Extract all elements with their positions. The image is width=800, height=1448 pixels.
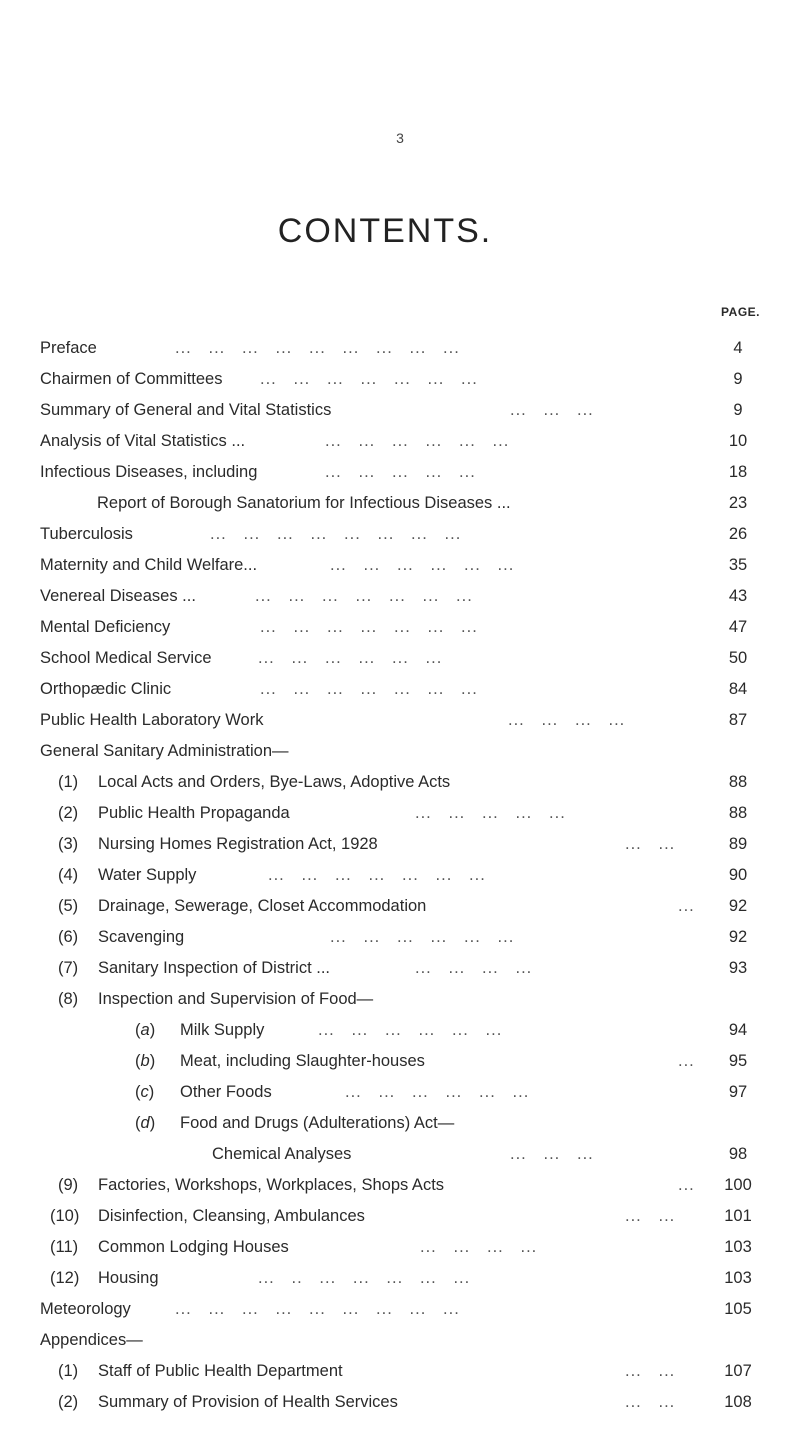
leader-dots: ...: [678, 1176, 695, 1194]
item-letter: (c): [135, 1083, 155, 1101]
toc-entry-page: 103: [724, 1269, 752, 1287]
toc-entry-label: School Medical Service: [40, 649, 212, 667]
toc-entry-meteorology: [0, 1298, 800, 1320]
leader-dots: ... ...: [625, 1393, 676, 1411]
toc-entry-label: Milk Supply: [180, 1021, 265, 1039]
page-title: CONTENTS.: [277, 212, 493, 250]
item-number: (9): [58, 1176, 79, 1194]
item-letter: (a): [135, 1021, 156, 1039]
toc-entry-water: [0, 864, 800, 886]
leader-dots: ... ...: [625, 1207, 676, 1225]
toc-entry-label: Preface: [40, 339, 97, 357]
toc-entry-page: 9: [733, 370, 743, 388]
item-number: (7): [58, 959, 79, 977]
toc-entry-page: 105: [724, 1300, 752, 1318]
toc-entry-page: 47: [728, 618, 748, 636]
toc-entry-school: [0, 647, 800, 669]
toc-entry-label: Local Acts and Orders, Bye-Laws, Adoptive Acts: [98, 773, 451, 791]
toc-entry-label: Scavenging: [98, 928, 185, 946]
toc-entry-summary: [0, 399, 800, 421]
toc-entry-label: Mental Deficiency: [40, 618, 171, 636]
toc-entry-page: 92: [728, 928, 748, 946]
toc-entry-label: Inspection and Supervision of Food—: [98, 990, 374, 1008]
item-number: (10): [50, 1207, 80, 1225]
toc-entry-food-drugs: [0, 1112, 800, 1134]
toc-entry-chemical: [0, 1143, 800, 1165]
toc-entry-milk: [0, 1019, 800, 1041]
leader-dots: ... ... ... ... ... ...: [330, 556, 515, 574]
toc-entry-label: Food and Drugs (Adulterations) Act—: [180, 1114, 455, 1132]
toc-entry-label: Appendices—: [40, 1331, 143, 1349]
toc-entry-label: Public Health Laboratory Work: [40, 711, 264, 729]
toc-entry-page: 90: [728, 866, 748, 884]
toc-entry-page: 4: [733, 339, 743, 357]
toc-entry-label: Tuberculosis: [40, 525, 133, 543]
item-number: (2): [58, 1393, 79, 1411]
item-number: (8): [58, 990, 79, 1008]
toc-entry-label: Summary of Provision of Health Services: [98, 1393, 398, 1411]
toc-entry-page: 18: [728, 463, 748, 481]
toc-entry-other-foods: [0, 1081, 800, 1103]
toc-entry-label: Analysis of Vital Statistics ...: [40, 432, 246, 450]
toc-entry-inspection-district: [0, 957, 800, 979]
toc-entry-chairmen: [0, 368, 800, 390]
toc-entry-label: Disinfection, Cleansing, Ambulances: [98, 1207, 365, 1225]
item-number: (11): [50, 1238, 79, 1256]
toc-entry-food: [0, 988, 800, 1010]
toc-entry-page: 107: [724, 1362, 752, 1380]
toc-entry-disinfection: [0, 1205, 800, 1227]
page-column-header: PAGE.: [721, 305, 760, 319]
toc-entry-label: Meteorology: [40, 1300, 131, 1318]
toc-entry-page: 26: [728, 525, 748, 543]
toc-entry-label: Sanitary Inspection of District ...: [98, 959, 331, 977]
item-number: (6): [58, 928, 79, 946]
leader-dots: ... ... ... ... ... ... ... ... ...: [175, 1300, 460, 1318]
toc-entry-label: Report of Borough Sanatorium for Infectious Diseases ...: [97, 494, 511, 512]
toc-entry-label: Infectious Diseases, including: [40, 463, 258, 481]
toc-entry-label: Venereal Diseases ...: [40, 587, 196, 605]
item-number: (3): [58, 835, 79, 853]
toc-entry-label: Housing: [98, 1269, 159, 1287]
toc-entry-label: Other Foods: [180, 1083, 272, 1101]
toc-entry-page: 88: [728, 773, 748, 791]
leader-dots: ... ... ... ... ... ... ...: [260, 680, 478, 698]
toc-entry-propaganda: [0, 802, 800, 824]
leader-dots: ... ... ... ... ... ...: [258, 649, 443, 667]
toc-entry-mental: [0, 616, 800, 638]
toc-entry-label: Public Health Propaganda: [98, 804, 290, 822]
toc-entry-label: Staff of Public Health Department: [98, 1362, 343, 1380]
leader-dots: ... ... ... ... ...: [325, 463, 476, 481]
leader-dots: ... ... ... ... ... ... ... ...: [210, 525, 462, 543]
leader-dots: ... ...: [625, 1362, 676, 1380]
item-number: (4): [58, 866, 79, 884]
leader-dots: ... ...: [625, 835, 676, 853]
toc-entry-page: 101: [724, 1207, 752, 1225]
item-letter: (b): [135, 1052, 156, 1070]
toc-entry-analysis: [0, 430, 800, 452]
page-number: 3: [396, 130, 404, 146]
toc-entry-page: 10: [728, 432, 748, 450]
leader-dots: ... .. ... ... ... ... ...: [258, 1269, 471, 1287]
leader-dots: ...: [678, 897, 695, 915]
toc-entry-page: 97: [728, 1083, 748, 1101]
leader-dots: ... ... ... ... ... ...: [345, 1083, 530, 1101]
toc-entry-page: 89: [728, 835, 748, 853]
toc-entry-label: Common Lodging Houses: [98, 1238, 289, 1256]
toc-entry-sanatorium: [0, 492, 800, 514]
toc-entry-preface: [0, 337, 800, 359]
toc-entry-drainage: [0, 895, 800, 917]
item-number: (12): [50, 1269, 80, 1287]
toc-entry-factories: [0, 1174, 800, 1196]
toc-entry-page: 35: [728, 556, 748, 574]
leader-dots: ... ... ... ... ... ... ...: [260, 370, 478, 388]
toc-entry-sanitary-admin: [0, 740, 800, 762]
toc-entry-label: Factories, Workshops, Workplaces, Shops Acts: [98, 1176, 445, 1194]
toc-entry-page: 9: [733, 401, 743, 419]
toc-entry-local-acts: [0, 771, 800, 793]
toc-entry-page: 84: [728, 680, 748, 698]
toc-entry-page: 93: [728, 959, 748, 977]
toc-entry-page: 88: [728, 804, 748, 822]
item-number: (2): [58, 804, 79, 822]
toc-entry-health-services: [0, 1391, 800, 1413]
toc-entry-label: General Sanitary Administration—: [40, 742, 289, 760]
toc-entry-label: Maternity and Child Welfare...: [40, 556, 258, 574]
toc-entry-page: 94: [728, 1021, 748, 1039]
toc-entry-scavenging: [0, 926, 800, 948]
toc-entry-tuberculosis: [0, 523, 800, 545]
leader-dots: ... ... ... ... ... ... ...: [255, 587, 473, 605]
toc-entry-page: 87: [728, 711, 748, 729]
toc-entry-page: 103: [724, 1238, 752, 1256]
leader-dots: ... ... ... ... ... ...: [318, 1021, 503, 1039]
item-letter: (d): [135, 1114, 156, 1132]
toc-entry-page: 43: [728, 587, 748, 605]
leader-dots: ... ... ... ...: [420, 1238, 538, 1256]
item-number: (5): [58, 897, 79, 915]
leader-dots: ... ... ... ...: [415, 959, 533, 977]
leader-dots: ... ... ... ... ... ... ...: [268, 866, 486, 884]
toc-entry-label: Nursing Homes Registration Act, 1928: [98, 835, 378, 853]
toc-entry-label: Meat, including Slaughter-houses: [180, 1052, 425, 1070]
leader-dots: ...: [678, 1052, 695, 1070]
toc-entry-label: Orthopædic Clinic: [40, 680, 172, 698]
toc-entry-meat: [0, 1050, 800, 1072]
toc-entry-housing: [0, 1267, 800, 1289]
leader-dots: ... ... ...: [510, 1145, 594, 1163]
toc-entry-page: 92: [728, 897, 748, 915]
toc-entry-label: Water Supply: [98, 866, 197, 884]
toc-entry-maternity: [0, 554, 800, 576]
toc-entry-appendices: [0, 1329, 800, 1351]
item-number: (1): [58, 1362, 79, 1380]
leader-dots: ... ... ... ... ...: [415, 804, 566, 822]
toc-entry-page: 23: [728, 494, 748, 512]
item-number: (1): [58, 773, 79, 791]
toc-entry-orthopaedic: [0, 678, 800, 700]
toc-entry-label: Drainage, Sewerage, Closet Accommodation: [98, 897, 427, 915]
toc-entry-laboratory: [0, 709, 800, 731]
toc-entry-lodging: [0, 1236, 800, 1258]
toc-entry-venereal: [0, 585, 800, 607]
toc-entry-page: 100: [724, 1176, 752, 1194]
toc-entry-label: Summary of General and Vital Statistics: [40, 401, 332, 419]
leader-dots: ... ... ... ...: [508, 711, 626, 729]
toc-entry-page: 108: [724, 1393, 752, 1411]
leader-dots: ... ... ... ... ... ...: [325, 432, 510, 450]
leader-dots: ... ... ...: [510, 401, 594, 419]
leader-dots: ... ... ... ... ... ... ...: [260, 618, 478, 636]
toc-entry-page: 98: [728, 1145, 748, 1163]
toc-entry-nursing-homes: [0, 833, 800, 855]
toc-entry-page: 50: [728, 649, 748, 667]
toc-entry-label: Chemical Analyses: [212, 1145, 352, 1163]
toc-entry-label: Chairmen of Committees: [40, 370, 223, 388]
leader-dots: ... ... ... ... ... ...: [330, 928, 515, 946]
toc-entry-infectious: [0, 461, 800, 483]
toc-entry-page: 95: [728, 1052, 748, 1070]
leader-dots: ... ... ... ... ... ... ... ... ...: [175, 339, 460, 357]
toc-entry-staff: [0, 1360, 800, 1382]
